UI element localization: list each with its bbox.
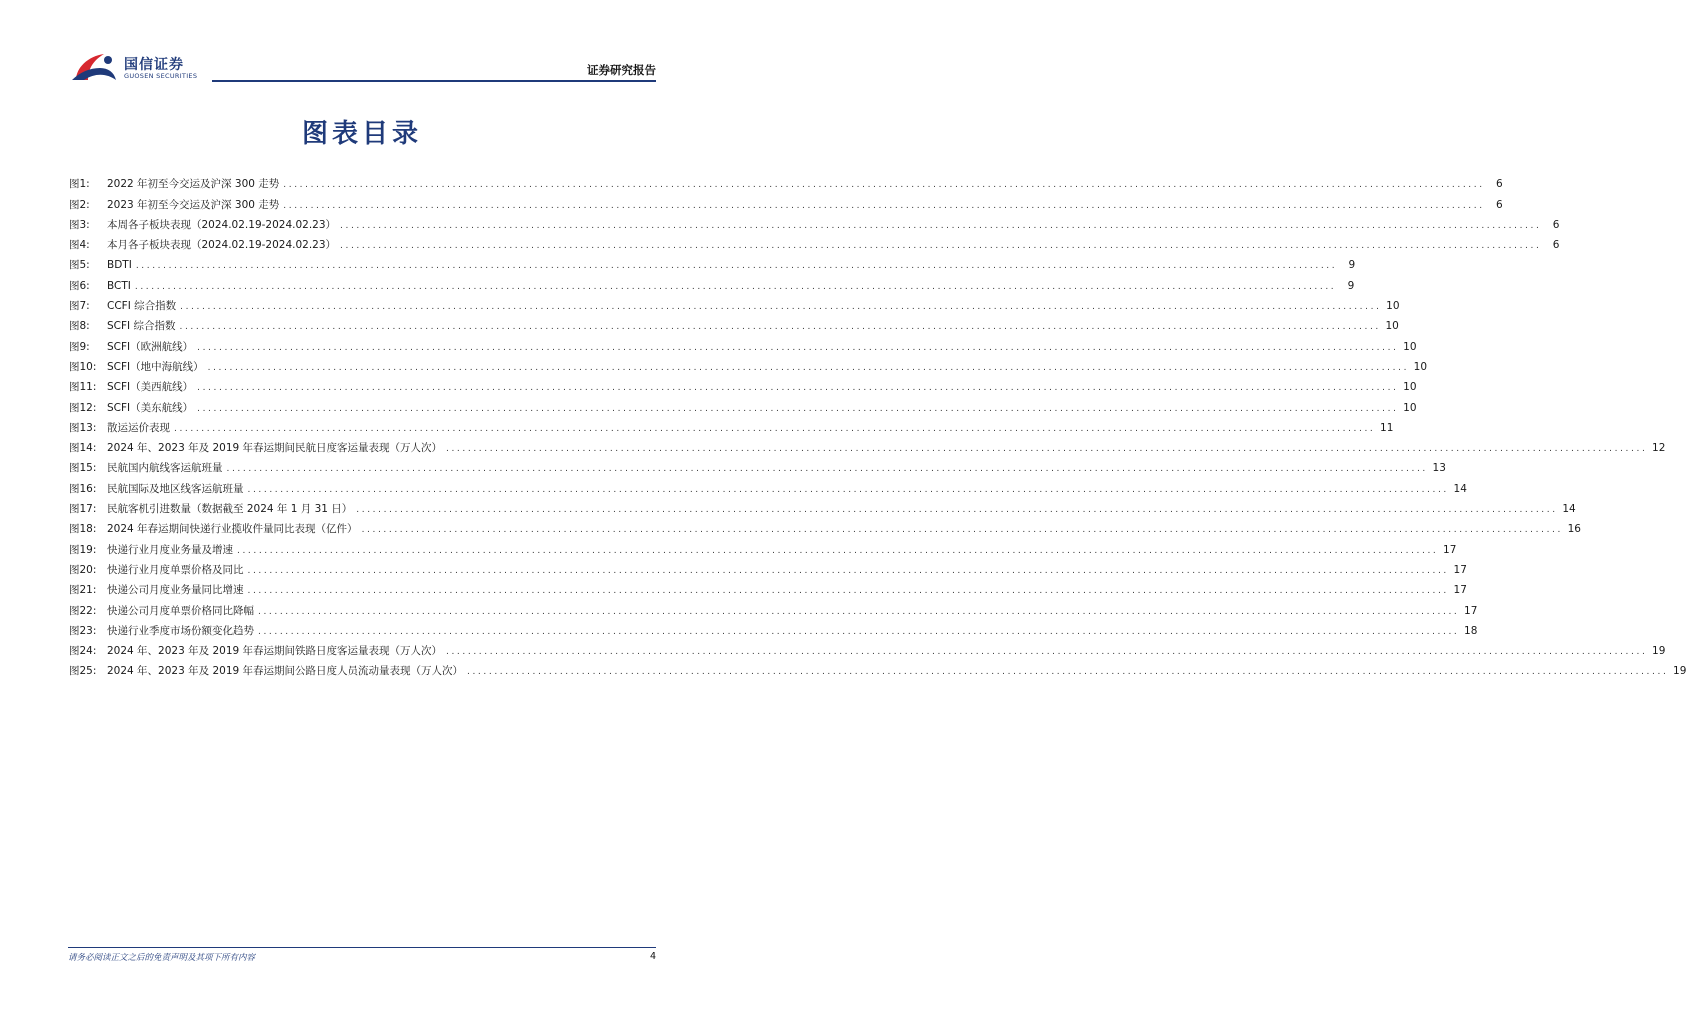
toc-entry[interactable] (69, 232, 1560, 252)
toc-entry-number: 图14: (69, 442, 97, 455)
toc-entry-number: 图1: (69, 178, 90, 191)
page-header (0, 0, 724, 90)
header-divider (212, 80, 656, 82)
toc-dot-leader: ............................................................................................................................................................................................................................ (340, 220, 1542, 231)
toc-entry-title: 本周各子板块表现（2024.02.19-2024.02.23） (107, 218, 337, 231)
toc-entry-title: 2023 年初至今交运及沪深 300 走势 (107, 198, 280, 211)
toc-entry-title: BDTI (107, 259, 132, 272)
toc-entry[interactable] (69, 496, 1576, 516)
toc-entry[interactable] (69, 313, 1399, 333)
toc-dot-leader: ............................................................................................................................................................................................................................ (174, 423, 1376, 434)
toc-entry-number: 图21: (69, 584, 97, 597)
toc-entry[interactable] (69, 455, 1446, 475)
guosen-logo-icon (70, 50, 120, 84)
toc-dot-leader: ............................................................................................................................................................................................................................ (226, 464, 1428, 475)
toc-entry-page: 17 (1453, 563, 1467, 576)
toc-entry-number: 图20: (69, 563, 97, 576)
toc-entry-number: 图16: (69, 482, 97, 495)
toc-dot-leader: ............................................................................................................................................................................................................................ (446, 647, 1648, 658)
toc-entry-title: SCFI（美东航线） (107, 401, 194, 414)
toc-entry-number: 图8: (69, 320, 90, 333)
toc-entry[interactable] (69, 354, 1428, 374)
toc-dot-leader: ............................................................................................................................................................................................................................ (237, 545, 1439, 556)
toc-entry[interactable] (69, 516, 1581, 536)
toc-entry-page: 10 (1385, 320, 1399, 333)
toc-heading: 图表目录 (301, 119, 422, 149)
toc-list (69, 171, 1686, 678)
toc-entry[interactable] (69, 272, 1355, 292)
toc-entry-page: 17 (1443, 543, 1457, 556)
toc-entry-number: 图12: (69, 401, 97, 414)
report-type-label: 证券研究报告 (587, 63, 656, 77)
toc-dot-leader: ............................................................................................................................................................................................................................ (180, 302, 1382, 313)
toc-entry-number: 图9: (69, 340, 90, 353)
toc-entry-page: 10 (1403, 401, 1417, 414)
toc-entry-title: 民航国内航线客运航班量 (107, 462, 223, 475)
toc-entry-page: 10 (1403, 381, 1417, 394)
toc-entry[interactable] (69, 293, 1400, 313)
toc-entry-title: 民航国际及地区线客运航班量 (107, 482, 244, 495)
toc-dot-leader: ............................................................................................................................................................................................................................ (197, 403, 1399, 414)
toc-entry-title: 2024 年、2023 年及 2019 年春运期间民航日度客运量表现（万人次） (107, 442, 443, 455)
toc-entry-title: SCFI（欧洲航线） (107, 340, 194, 353)
toc-dot-leader: ............................................................................................................................................................................................................................ (197, 383, 1399, 394)
toc-entry[interactable] (69, 415, 1394, 435)
toc-entry-number: 图18: (69, 523, 97, 536)
toc-entry[interactable] (69, 618, 1478, 638)
toc-entry-number: 图6: (69, 279, 90, 292)
toc-entry[interactable] (69, 577, 1467, 597)
toc-entry[interactable] (69, 394, 1417, 414)
toc-entry[interactable] (69, 536, 1457, 556)
toc-dot-leader: ............................................................................................................................................................................................................................ (207, 362, 1410, 373)
footer-disclaimer: 请务必阅读正文之后的免责声明及其项下所有内容 (68, 953, 256, 963)
logo-english-name: GUOSEN SECURITIES (124, 72, 198, 80)
company-logo (70, 50, 200, 84)
toc-entry-page: 10 (1413, 360, 1428, 373)
toc-entry-title: 民航客机引进数量（数据截至 2024 年 1 月 31 日） (107, 503, 353, 516)
toc-entry-number: 图17: (69, 503, 97, 516)
toc-entry-number: 图2: (69, 198, 90, 211)
toc-entry[interactable] (69, 212, 1560, 232)
toc-entry[interactable] (69, 638, 1666, 658)
toc-entry-number: 图25: (69, 665, 97, 678)
toc-entry-number: 图10: (69, 360, 97, 373)
toc-entry-page: 19 (1673, 665, 1686, 678)
toc-entry-title: 2024 年、2023 年及 2019 年春运期间铁路日度客运量表现（万人次） (107, 645, 443, 658)
toc-entry-page: 16 (1567, 523, 1581, 536)
toc-dot-leader: ............................................................................................................................................................................................................................ (467, 667, 1669, 678)
toc-dot-leader: ............................................................................................................................................................................................................................ (446, 444, 1648, 455)
toc-entry-number: 图3: (69, 218, 90, 231)
toc-entry-title: BCTI (107, 279, 131, 292)
toc-entry-page: 14 (1453, 482, 1467, 495)
toc-entry[interactable] (69, 597, 1478, 617)
toc-dot-leader: ............................................................................................................................................................................................................................ (179, 322, 1381, 333)
page-number: 4 (649, 951, 656, 962)
toc-entry-page: 14 (1562, 503, 1576, 516)
toc-entry-page: 6 (1552, 239, 1560, 252)
toc-dot-leader: ............................................................................................................................................................................................................................ (283, 180, 1485, 191)
toc-entry-title: 快递行业季度市场份额变化趋势 (107, 624, 254, 637)
toc-entry-number: 图24: (69, 645, 97, 658)
toc-entry-title: 2024 年春运期间快递行业揽收件量同比表现（亿件） (107, 523, 358, 536)
toc-entry-title: 快递行业月度业务量及增速 (107, 543, 233, 556)
toc-entry[interactable] (69, 171, 1503, 191)
toc-entry-number: 图22: (69, 604, 97, 617)
toc-entry-title: 2022 年初至今交运及沪深 300 走势 (107, 178, 280, 191)
toc-entry-title: 快递公司月度单票价格同比降幅 (107, 604, 254, 617)
toc-entry-number: 图23: (69, 624, 97, 637)
toc-entry-title: 2024 年、2023 年及 2019 年春运期间公路日度人员流动量表现（万人次） (107, 665, 464, 678)
toc-entry-title: CCFI 综合指数 (107, 300, 177, 313)
toc-entry-number: 图15: (69, 462, 97, 475)
toc-entry-page: 10 (1386, 300, 1400, 313)
logo-chinese-name: 国信证券 (124, 57, 184, 73)
toc-dot-leader: ............................................................................................................................................................................................................................ (283, 200, 1485, 211)
toc-entry[interactable] (69, 658, 1686, 678)
toc-entry[interactable] (69, 475, 1467, 495)
toc-entry-title: SCFI（美西航线） (107, 381, 194, 394)
toc-dot-leader: ............................................................................................................................................................................................................................ (356, 505, 1558, 516)
toc-entry-number: 图11: (69, 381, 97, 394)
toc-entry[interactable] (69, 557, 1467, 577)
toc-dot-leader: ............................................................................................................................................................................................................................ (134, 281, 1337, 292)
toc-entry-page: 19 (1652, 645, 1666, 658)
toc-entry[interactable] (69, 374, 1417, 394)
toc-entry[interactable] (69, 333, 1417, 353)
toc-entry-title: 快递公司月度业务量同比增速 (107, 584, 244, 597)
toc-entry-page: 9 (1347, 279, 1355, 292)
toc-entry-number: 图7: (69, 300, 90, 313)
toc-entry-number: 图5: (69, 259, 90, 272)
toc-dot-leader: ............................................................................................................................................................................................................................ (247, 586, 1449, 597)
toc-entry[interactable] (69, 435, 1666, 455)
toc-entry-number: 图4: (69, 239, 90, 252)
toc-dot-leader: ............................................................................................................................................................................................................................ (247, 484, 1449, 495)
toc-dot-leader: ............................................................................................................................................................................................................................ (361, 525, 1563, 536)
toc-dot-leader: ............................................................................................................................................................................................................................ (258, 606, 1460, 617)
toc-entry[interactable] (69, 191, 1503, 211)
toc-entry-title: 本月各子板块表现（2024.02.19-2024.02.23） (107, 239, 337, 252)
footer-divider (68, 947, 656, 948)
toc-entry-page: 12 (1652, 442, 1666, 455)
toc-entry-page: 6 (1552, 218, 1560, 231)
toc-dot-leader: ............................................................................................................................................................................................................................ (247, 565, 1449, 576)
toc-entry-number: 图19: (69, 543, 97, 556)
toc-entry-title: SCFI（地中海航线） (107, 360, 204, 373)
toc-entry-page: 11 (1380, 421, 1394, 434)
toc-entry-page: 9 (1348, 259, 1356, 272)
toc-entry-number: 图13: (69, 421, 97, 434)
toc-dot-leader: ............................................................................................................................................................................................................................ (340, 241, 1542, 252)
toc-entry-title: 散运运价表现 (107, 421, 170, 434)
toc-entry-title: SCFI 综合指数 (107, 320, 176, 333)
toc-dot-leader: ............................................................................................................................................................................................................................ (258, 626, 1460, 637)
toc-dot-leader: ............................................................................................................................................................................................................................ (197, 342, 1399, 353)
toc-entry-title: 快递行业月度单票价格及同比 (107, 563, 244, 576)
toc-dot-leader: ............................................................................................................................................................................................................................ (135, 261, 1338, 272)
toc-entry-page: 17 (1464, 604, 1478, 617)
toc-entry[interactable] (69, 252, 1356, 272)
toc-entry-page: 17 (1453, 584, 1467, 597)
toc-entry-page: 6 (1495, 178, 1503, 191)
toc-entry-page: 6 (1495, 198, 1503, 211)
toc-entry-page: 10 (1403, 340, 1417, 353)
toc-entry-page: 18 (1464, 624, 1478, 637)
toc-entry-page: 13 (1432, 462, 1446, 475)
